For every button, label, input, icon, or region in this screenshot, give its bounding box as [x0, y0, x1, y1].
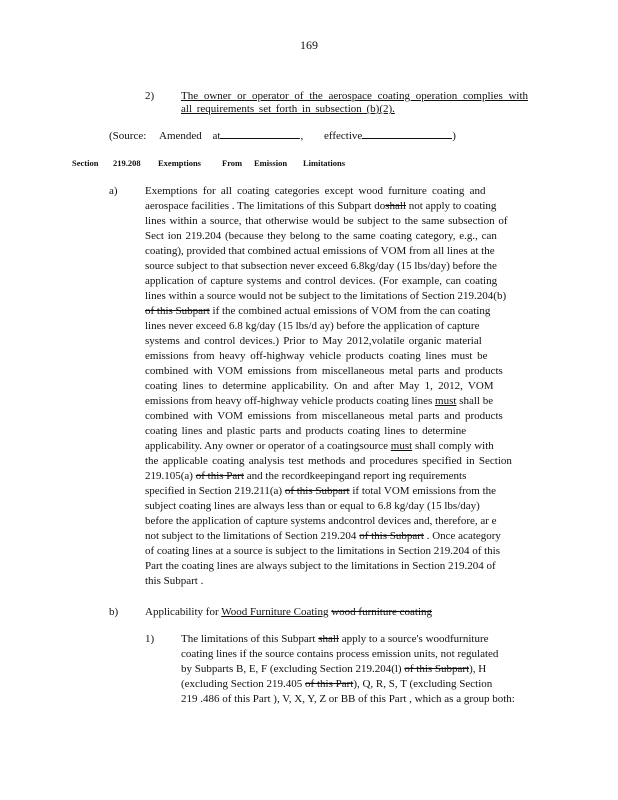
para-a-line-10: lines never exceed 6.8 kg/day (15 lbs/d ay) before the application of capture [145, 320, 480, 332]
para-a-line-2-strike: shall [385, 200, 406, 212]
section-title-2: From [222, 158, 243, 168]
para-a-line-21-text: specified in Section 219.211(a) [145, 485, 283, 497]
para-a-line-25: of coating lines at a source is subject to the limitations in Section 219.204 of this [145, 545, 500, 557]
para-b1-line-2: coating lines if the source contains process emission units, not regulated [181, 648, 499, 660]
para-a-line-4: Sect ion 219.204 (because they belong to the same coating category, e.g., can [145, 230, 497, 242]
para-a-line-15 [145, 393, 493, 409]
source-blank-2 [362, 128, 452, 139]
para-b-heading [145, 604, 432, 620]
para-a-line-15-tail: shall be [459, 395, 494, 407]
para-a-line-24 [145, 528, 501, 544]
para-b1-line-1-tail: apply to a source's woodfurniture [341, 633, 489, 645]
para-b1-line-3-text: by Subparts B, E, F (excluding Section 219.204(l) [181, 663, 402, 675]
para-a-line-13: combined with VOM emissions from miscellaneous metal parts and products [145, 365, 503, 377]
para-a-line-9-strike: of this Subpart [145, 305, 210, 317]
para-a-line-18-tail: shall comply with [414, 440, 494, 452]
para-a-line-2 [145, 198, 496, 214]
para-a-line-18 [145, 438, 494, 454]
para-b1-line-1 [181, 631, 489, 647]
para-a-line-9 [145, 303, 490, 319]
section-number: 219.208 [113, 158, 141, 168]
para-b1-line-3-tail: ), H [469, 663, 487, 675]
para-a-line-23: before the application of capture systems andcontrol devices and, therefore, ar e [145, 515, 497, 527]
section-title-4: Limitations [303, 158, 346, 168]
item-2-line-2: all requirements set forth in subsection (b)(2). [181, 103, 395, 115]
source-amended: Amended [159, 130, 202, 142]
para-a-label: a) [109, 185, 118, 197]
para-b1-label: 1) [145, 633, 155, 645]
page-number: 169 [300, 38, 318, 52]
para-b1-line-1-text: The limitations of this Subpart [181, 633, 316, 645]
para-b1-line-4-text: (excluding Section 219.405 [181, 678, 303, 690]
section-word: Section [72, 158, 99, 168]
para-a-line-15-text: emissions from heavy off-highway vehicle products coating lines [145, 395, 433, 407]
para-a-line-26: Part the coating lines are always subject to the limitations in Section 219.204 of [145, 560, 496, 572]
para-a-line-6: source subject to that subsection never exceed 6.8kg/day (15 lbs/day) before the [145, 260, 497, 272]
item-2-line-1: The owner or operator of the aerospace coating operation complies with [181, 90, 529, 102]
para-a-line-20-text: 219.105(a) [145, 470, 193, 482]
para-a-line-18-text: applicability. Any owner or operator of a coatingsource [145, 440, 389, 452]
para-b1-line-1-strike: shall [318, 633, 339, 645]
para-a-line-27: this Subpart . [145, 575, 204, 587]
para-a-line-12: emissions from heavy off-highway vehicle products coating lines must be [145, 350, 488, 362]
para-a-line-20-strike: of this Part [195, 470, 244, 482]
source-line [109, 128, 456, 144]
para-a-line-18-insert: must [390, 440, 413, 452]
para-a-line-14: coating lines to determine applicability. On and after May 1, 2012, VOM [145, 380, 494, 392]
source-at: at [212, 130, 221, 142]
para-a-line-20-tail: and the recordkeepingand report ing requirements [246, 470, 467, 482]
para-a-line-24-text: not subject to the limitations of Section 219.204 [145, 530, 357, 542]
para-b-text: Applicability for [145, 606, 219, 618]
para-a-line-2-text: aerospace facilities . The limitations of this Subpart [145, 200, 372, 212]
para-a-line-3: lines within a source, that otherwise would be subject to the same subsection of [145, 215, 508, 227]
para-b1-line-3-strike: of this Subpart [404, 663, 470, 675]
para-b1-line-5: 219 .486 of this Part ), V, X, Y, Z or BB of this Part , which as a group both: [181, 693, 515, 705]
section-title-3: Emission [254, 158, 288, 168]
source-comma: , [300, 130, 304, 142]
para-a-line-20 [145, 468, 466, 484]
source-blank-1 [220, 128, 300, 139]
para-b-label: b) [109, 606, 119, 618]
para-a-line-21 [145, 483, 496, 499]
para-a-line-11: systems and control devices.) Prior to May 2012,volatile organic material [145, 335, 482, 347]
para-a-line-5: coating), provided that combined actual emissions of VOM from all lines at the [145, 245, 495, 257]
item-2-label: 2) [145, 90, 155, 102]
para-a-line-22: subject coating lines are always less than or equal to 6.8 kg/day (15 lbs/day) [145, 500, 480, 512]
para-b1-line-4-tail: ), Q, R, S, T (excluding Section [353, 678, 493, 690]
para-b-insert: Wood Furniture Coating [221, 606, 329, 618]
para-a-line-15-insert: must [435, 395, 457, 407]
para-a-line-9-text: if the combined actual emissions of VOM from the can coating [212, 305, 491, 317]
para-a-line-16: combined with VOM emissions from miscellaneous metal parts and products [145, 410, 503, 422]
section-title-1: Exemptions [158, 158, 201, 168]
source-close: ) [452, 130, 456, 142]
para-a-line-24-strike: of this Subpart [359, 530, 424, 542]
para-a-line-2-do: do [374, 200, 386, 212]
para-a-line-8: lines within a source would not be subject to the limitations of Section 219.204(b) [145, 290, 507, 302]
para-a-line-21-tail: if total VOM emissions from the [352, 485, 497, 497]
para-a-line-2-tail: not apply to coating [408, 200, 497, 212]
para-a-line-21-strike: of this Subpart [284, 485, 350, 497]
source-effective: effective [323, 130, 363, 142]
para-a-line-19: the applicable coating analysis test methods and procedures specified in Section [145, 455, 512, 467]
para-b1-line-4 [181, 676, 492, 692]
para-a-line-7: application of capture systems and control devices. (For example, can coating [145, 275, 498, 287]
para-b1-line-4-strike: of this Part [305, 678, 354, 690]
para-b-strike: wood furniture coating [331, 606, 433, 618]
para-a-line-1: Exemptions for all coating categories except wood furniture coating and [145, 185, 486, 197]
source-label: (Source: [109, 130, 147, 142]
para-b1-line-3 [181, 661, 486, 677]
para-a-line-17: coating lines and plastic parts and products coating lines to determine [145, 425, 467, 437]
para-a-line-24-tail: . Once acategory [426, 530, 501, 542]
